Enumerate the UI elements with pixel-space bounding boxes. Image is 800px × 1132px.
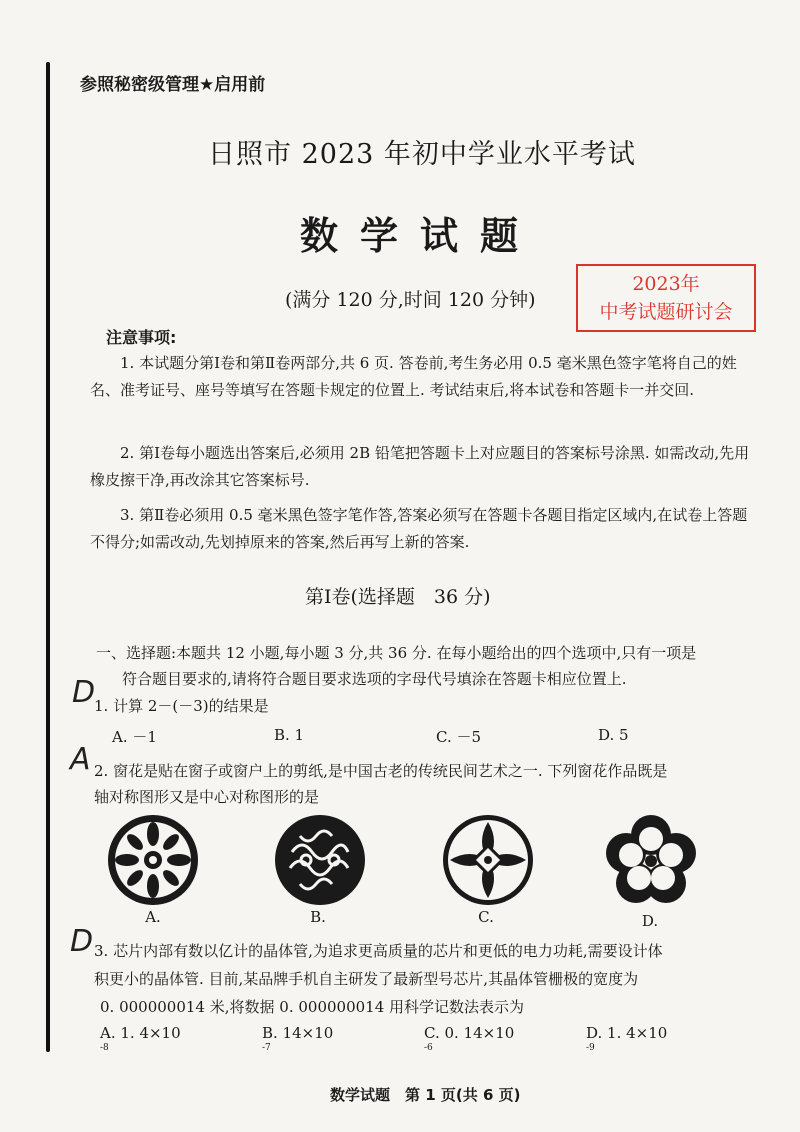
figure-label-b: B. [310, 908, 326, 926]
notice-heading: 注意事项: [106, 328, 177, 347]
handwritten-answer-q1: D [72, 675, 96, 710]
handwritten-answer-q2: A [70, 742, 91, 777]
q3-option-b: B. $14\times 10^{-7}$ [262, 1024, 334, 1053]
q2-stem-line-2: 轴对称图形又是中心对称图形的是 [94, 788, 320, 806]
subject-title: 数学试题 [300, 213, 541, 258]
stamp-line-1: 2023年 [632, 273, 700, 295]
instruction-line-2: 符合题目要求的,请将符合题目要求选项的字母代号填涂在答题卡相应位置上. [122, 670, 627, 688]
score-info: (满分 120 分,时间 120 分钟) [285, 289, 536, 311]
stamp-line-2: 中考试题研讨会 [599, 301, 733, 323]
notice-item-1: 1. 本试题分第Ⅰ卷和第Ⅱ卷两部分,共 6 页. 答卷前,考生务必用 0.5 毫米黑色签字笔将自己的姓名、准考证号、座号等填写在答题卡规定的位置上. 考试结束后,将本试卷和答题卡一并交回. [90, 354, 737, 399]
q3-stem-line-3: 0. 000000014 米,将数据 0. 000000014 用科学记数法表示为 [100, 998, 525, 1016]
binding-line [46, 62, 50, 1052]
q1-option-a: A. －1 [112, 728, 157, 746]
notice-item-3: 3. 第Ⅱ卷必须用 0.5 毫米黑色签字笔作答,答案必须写在答题卡各题目指定区域内,在试卷上答题不得分;如需改动,先划掉原来的答案,然后再写上新的答案. [90, 506, 748, 551]
notice-item-2: 2. 第Ⅰ卷每小题选出答案后,必须用 2B 铅笔把答题卡上对应题目的答案标号涂黑. 如需改动,先用橡皮擦干净,再改涂其它答案标号. [90, 444, 750, 489]
q3-option-a: A. 1. $4\times 10^{-8}$ [100, 1024, 181, 1053]
q3-stem-line-2: 积更小的晶体管. 目前,某品牌手机自主研发了最新型号芯片,其晶体管栅极的宽度为 [94, 970, 639, 988]
q1-option-b: B. 1 [274, 726, 305, 744]
q1-options [112, 726, 760, 747]
exam-title: 日照市 2023 年初中学业水平考试 [208, 139, 636, 170]
window-flower-c [440, 812, 536, 908]
window-flower-d [605, 815, 697, 907]
window-flower-b [272, 812, 368, 908]
q2-stem-line-1: 2. 窗花是贴在窗子或窗户上的剪纸,是中国古老的传统民间艺术之一. 下列窗花作品既是 [94, 762, 668, 780]
page-footer: 数学试题 第 1 页(共 6 页) [330, 1086, 521, 1104]
red-stamp [576, 264, 756, 332]
q1-stem: 1. 计算 2－(－3)的结果是 [94, 697, 269, 715]
instruction-line-1: 一、选择题:本题共 12 小题,每小题 3 分,共 36 分. 在每小题给出的四个选项中,只有一项是 [96, 644, 697, 662]
figure-label-d: D. [641, 912, 659, 930]
q3-option-d: D. 1. $4\times 10^{-9}$ [586, 1024, 668, 1053]
secret-label: 参照秘密级管理★启用前 [80, 75, 266, 95]
q3-option-c: C. 0. $14\times 10^{-6}$ [424, 1024, 515, 1053]
q1-option-c: C. －5 [436, 728, 482, 746]
q3-options [100, 1024, 748, 1060]
q1-option-d: D. 5 [598, 726, 629, 744]
figure-label-a: A. [145, 908, 161, 926]
figure-label-c: C. [478, 908, 494, 926]
section-title: 第Ⅰ卷(选择题 36 分) [305, 586, 491, 608]
window-flower-a [105, 812, 201, 908]
handwritten-answer-q3: D [70, 924, 94, 959]
q3-stem-line-1: 3. 芯片内部有数以亿计的晶体管,为追求更高质量的芯片和更低的电力功耗,需要设计体 [94, 942, 663, 960]
